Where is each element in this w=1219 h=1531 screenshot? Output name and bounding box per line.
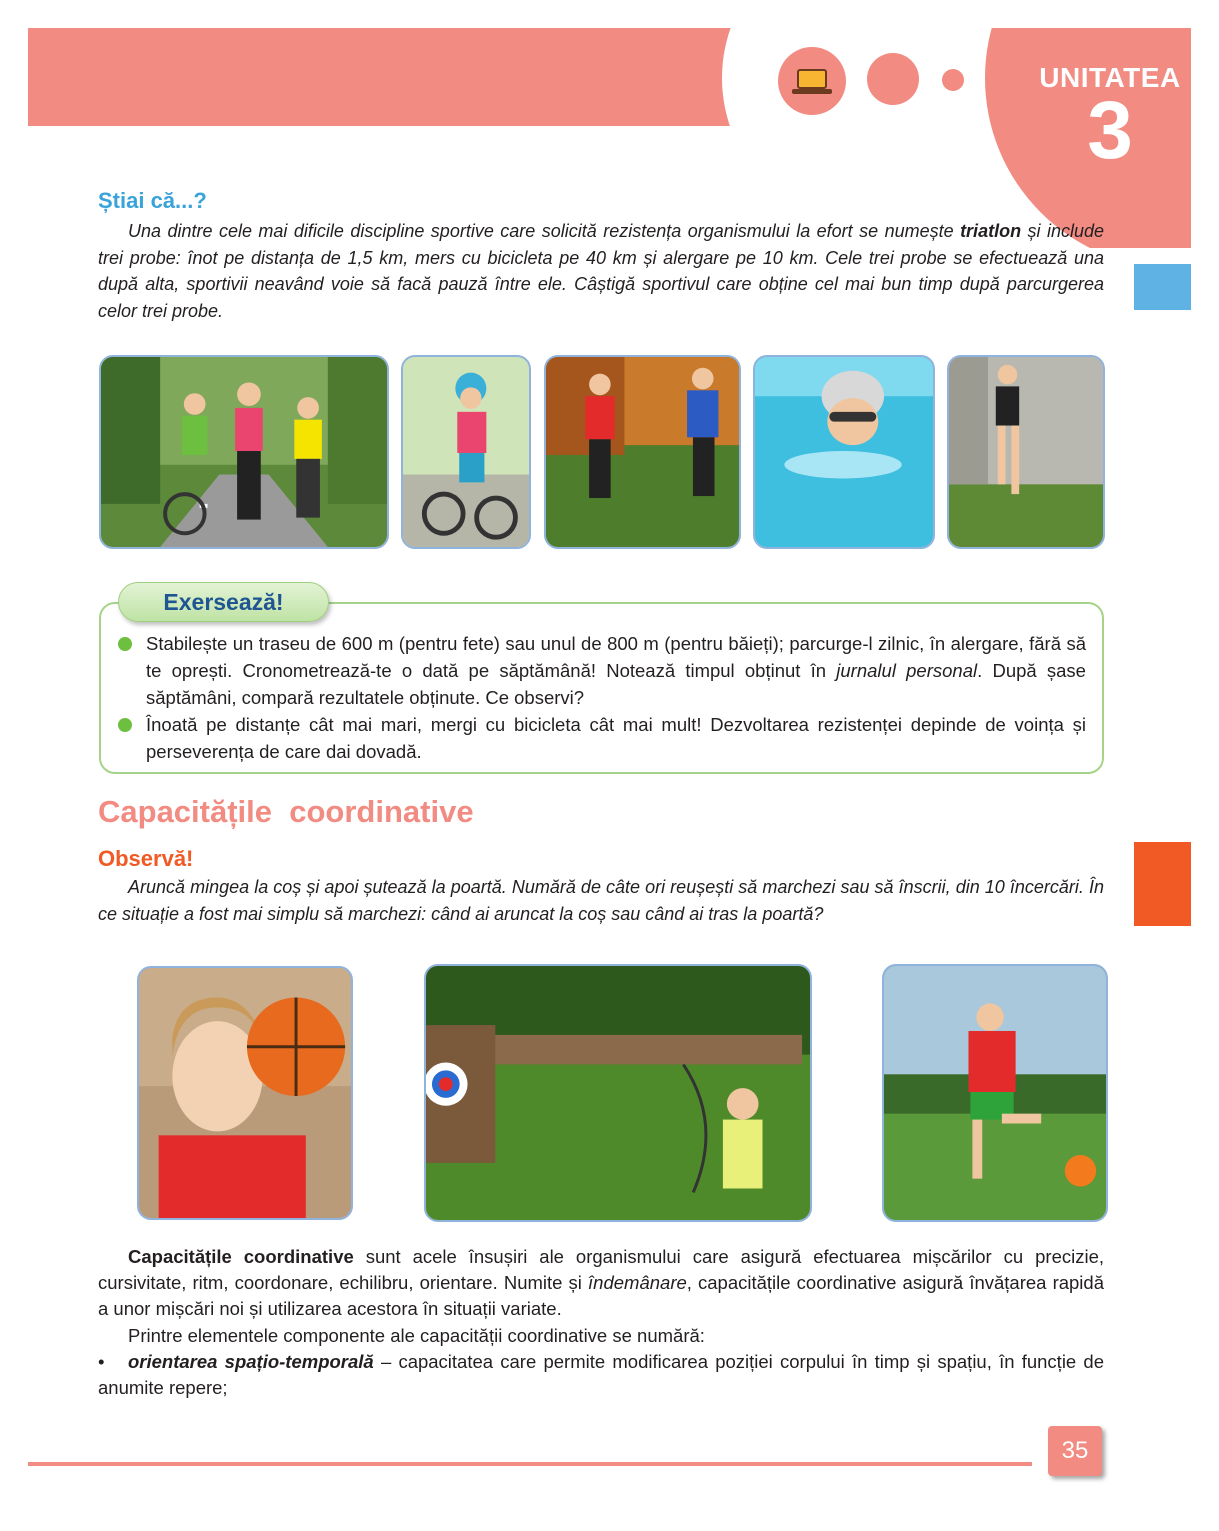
laptop-icon <box>797 69 827 89</box>
photo-girl-bicycle <box>401 355 531 549</box>
exercise-tab <box>118 582 329 622</box>
page-number-badge <box>1048 1426 1102 1476</box>
photo-girls-running <box>544 355 741 549</box>
body-paragraph-definition: Capacitățile coordinative sunt acele însușiri ale organismului care asigură efectuarea mișcărilor cu precizie, cursivitate, ritm, coordonare, echilibru, orientare. Numite și îndemânare, capacitățile coordinative asigură învățarea rapidă a unor mișcări noi și utilizarea acestora în situații variate. <box>98 1246 1105 1319</box>
exercise-title: Exersează! <box>163 589 284 615</box>
observe-text: Aruncă mingea la coș și apoi șutează la poartă. Numără de câte ori reușești să marchezi sau să înscrii, din 10 încercări. În ce situație a fost mai simplu să marchezi: când ai aruncat la coș sau când ai tras la poartă? <box>98 877 1104 924</box>
did-you-know-text: Una dintre cele mai dificile discipline sportive care solicită rezistența organismului la efort se numește triatlon și include trei probe: înot pe distanța de 1,5 km, mers cu bicicleta pe 40 km și alergare pe 10 km. Cele trei probe se efectuează una după alta, sportivii neavând voie să facă pauză între ele. Câștigă sportivul care obține cel mai bun timp după parcurgerea celor trei probe. <box>98 221 1104 321</box>
laptop-badge <box>778 47 846 115</box>
page-number: 35 <box>1061 1437 1089 1464</box>
photo-girl-running-grass <box>947 355 1105 549</box>
journal-term: jurnalul personal <box>836 660 978 681</box>
bullet-icon <box>118 637 132 651</box>
body-bullet-orientation: • orientarea spațio-temporală – capacitatea care permite modificarea poziției corpului în timp și spațiu, în funcție de anumite repere; <box>98 1351 1104 1398</box>
footer-line <box>28 1462 1032 1466</box>
unit-label: UNITATEA <box>1039 62 1181 93</box>
laptop-base-icon <box>792 89 832 94</box>
photo-girl-basketball <box>137 966 353 1220</box>
header-cutout <box>722 0 1022 228</box>
photo-boy-football <box>882 964 1108 1222</box>
side-tab-orange <box>1134 842 1191 926</box>
exercise-item: Înoată pe distanțe cât mai mari, mergi cu bicicleta cât mai mult! Dezvoltarea rezistenței depinde de voința și perseverența de care dai dovadă. <box>118 711 1086 765</box>
body-paragraph-components: Printre elementele componente ale capacității coordinative se numără: <box>128 1325 705 1346</box>
photo-family-cycling-running <box>99 355 389 549</box>
bullet-dot-icon: • <box>98 1351 105 1372</box>
photo-boy-archery <box>424 964 812 1222</box>
exercise-item: Stabilește un traseu de 600 m (pentru fete) sau unul de 800 m (pentru băieți); parcurge-l zilnic, în alergare, fără să te oprești. Cronometrează-te o dată pe săptămână! Notează timpul obținut în jurnalul personal. După șase săptămâni, compară rezultatele obținute. Ce observi? <box>118 630 1086 711</box>
did-you-know-title: Știai că...? <box>98 188 207 213</box>
unit-number: 3 <box>1087 85 1133 176</box>
exercise-list <box>118 630 1086 765</box>
photo-girl-swimming <box>753 355 935 549</box>
side-tab-blue <box>1134 264 1191 310</box>
observe-title: Observă! <box>98 846 194 871</box>
section-title: Capacitățile coordinative <box>98 794 474 829</box>
decor-dot-medium <box>867 53 919 105</box>
bullet-icon <box>118 718 132 732</box>
decor-dot-small <box>942 69 964 91</box>
triathlon-term: triatlon <box>960 221 1022 241</box>
